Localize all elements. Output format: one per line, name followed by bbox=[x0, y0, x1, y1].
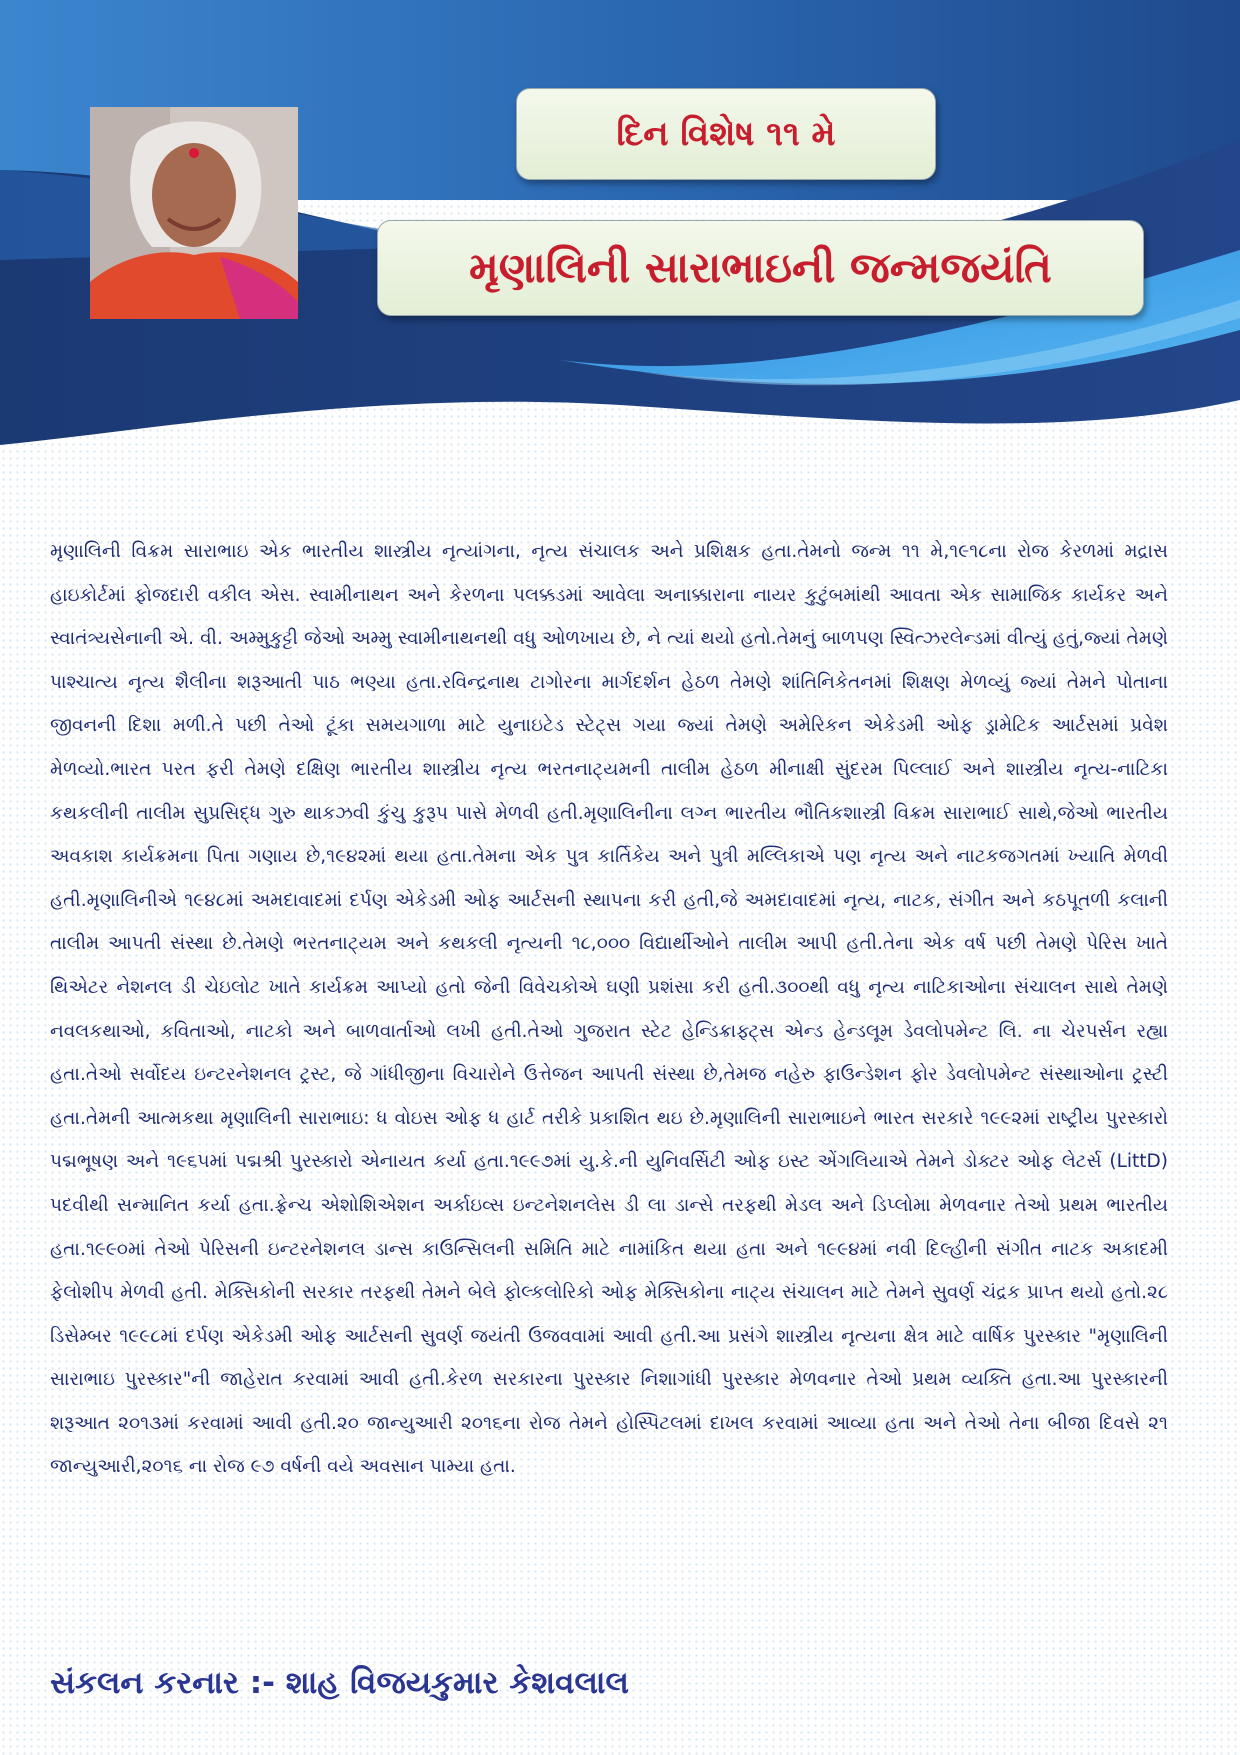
date-label: દિન વિશેષ ૧૧ મે bbox=[616, 114, 836, 154]
compiler-credit: સંકલન કરનાર :- શાહ વિજયકુમાર કેશવલાલ bbox=[50, 1665, 629, 1701]
portrait-icon bbox=[90, 107, 298, 319]
date-label-box bbox=[516, 88, 936, 180]
article-body: મૃણાલિની વિક્રમ સારાભાઇ એક ભારતીય શાસ્ત્રીય નૃત્યાંગના, નૃત્ય સંચાલક અને પ્રશિક્ષક હતા.તેમનો જન્મ ૧૧ મે,૧૯૧૮ના રોજ કેરળમાં મદ્રાસ હાઇકોર્ટમાં ફોજદારી વકીલ એસ. સ્વામીનાથન અને કેરળના પલક્કડમાં આવેલા અનાક્કારાના નાયર કુટુંબમાંથી આવતા એક સામાજિક કાર્યકર અને સ્વાતંત્ર્યસેનાની એ. વી. અમ્મુકુટ્ટી જેઓ અમ્મુ સ્વામીનાથનથી વધુ ઓળખાય છે, ને ત્યાં થયો હતો.તેમનું બાળપણ સ્વિત્ઝરલેન્ડમાં વીત્યું હતું,જ્યાં તેમણે પાશ્ચાત્ય નૃત્ય શૈલીના શરૂઆતી પાઠ ભણ્યા હતા.રવિન્દ્રનાથ ટાગોરના માર્ગદર્શન હેઠળ તેમણે શાંતિનિકેતનમાં શિક્ષણ મેળવ્યું જ્યાં તેમને પોતાના જીવનની દિશા મળી.તે પછી તેઓ ટૂંકા સમયગાળા માટે યુનાઇટેડ સ્ટેટ્સ ગયા જ્યાં તેમણે અમેરિકન એકેડમી ઓફ ડ્રામેટિક આર્ટસમાં પ્રવેશ મેળવ્યો.ભારત પરત ફરી તેમણે દક્ષિણ ભારતીય શાસ્ત્રીય નૃત્ય ભરતનાટ્યમની તાલીમ હેઠળ મીનાક્ષી સુંદરમ પિલ્લાઈ અને શાસ્ત્રીય નૃત્ય-નાટિકા કથકલીની તાલીમ સુપ્રસિદ્ધ ગુરુ થાકઝવી કુંચુ કુરૂપ પાસે મેળવી હતી.મૃણાલિનીના લગ્ન ભારતીય ભૌતિકશાસ્ત્રી વિક્રમ સારાભાઈ સાથે,જેઓ ભારતીય અવકાશ કાર્યક્રમના પિતા ગણાય છે,૧૯૪૨માં થયા હતા.તેમના એક પુત્ર કાર્તિકેય અને પુત્રી મલ્લિકાએ પણ નૃત્ય અને નાટકજગતમાં ખ્યાતિ મેળવી હતી.મૃણાલિનીએ ૧૯૪૮માં અમદાવાદમાં દર્પણ એકેડમી ઓફ આર્ટસની સ્થાપના કરી હતી,જે અમદાવાદમાં નૃત્ય, નાટક, સંગીત અને કઠપૂતળી કલાની તાલીમ આપતી સંસ્થા છે.તેમણે ભરતનાટ્યમ અને કથકલી નૃત્યની ૧૮,૦૦૦ વિદ્યાર્થીઓને તાલીમ આપી હતી.તેના એક વર્ષ પછી તેમણે પેરિસ ખાતે થિએટર નેશનલ ડી ચેઇલોટ ખાતે કાર્યક્રમ આપ્યો હતો જેની વિવેચકોએ ઘણી પ્રશંસા કરી હતી.૩૦૦થી વધુ નૃત્ય નાટિકાઓના સંચાલન સાથે તેમણે નવલકથાઓ, કવિતાઓ, નાટકો અને બાળવાર્તાઓ લખી હતી.તેઓ ગુજરાત સ્ટેટ હેન્ડિક્રાફ્ટ્સ એન્ડ હેન્ડલૂમ ડેવલોપમેન્ટ લિ. ના ચેરપર્સન રહ્યા હતા.તેઓ સર્વોદય ઇન્ટરનેશનલ ટ્રસ્ટ, જે ગાંધીજીના વિચારોને ઉત્તેજન આપતી સંસ્થા છે,તેમજ નહેરુ ફાઉન્ડેશન ફોર ડેવલોપમેન્ટ સંસ્થાઓના ટ્રસ્ટી હતા.તેમની આત્મકથા મૃણાલિની સારાભાઇ: ધ વોઇસ ઓફ ધ હાર્ટ તરીકે પ્રકાશિત થઇ છે.મૃણાલિની સારાભાઇને ભારત સરકારે ૧૯૯૨માં રાષ્ટ્રીય પુરસ્કારો પદ્મભૂષણ અને ૧૯૬૫માં પદ્મશ્રી પુરસ્કારો એનાયત કર્યા હતા.૧૯૯૭માં યુ.કે.ની યુનિવર્સિટી ઓફ ઇસ્ટ એંગલિયાએ તેમને ડોક્ટર ઓફ લેટર્સ (LittD) પદવીથી સન્માનિત કર્યા હતા.ફ્રેન્ચ એશોશિએશન અર્કાઇવ્સ ઇન્ટનેશનલેસ ડી લા ડાન્સે તરફથી મેડલ અને ડિપ્લોમા મેળવનાર તેઓ પ્રથમ ભારતીય હતા.૧૯૯૦માં તેઓ પેરિસની ઇન્ટરનેશનલ ડાન્સ કાઉન્સિલની સમિતિ માટે નામાંકિત થયા હતા અને ૧૯૯૪માં નવી દિલ્હીની સંગીત નાટક અકાદમી ફેલોશીપ મેળવી હતી. મેક્સિકોની સરકાર તરફથી તેમને બેલે ફોલ્કલોરિકો ઓફ મેક્સિકોના નાટ્ય સંચાલન માટે તેમને સુવર્ણ ચંદ્રક પ્રાપ્ત થયો હતો.૨૮ ડિસેમ્બર ૧૯૯૮માં દર્પણ એકેડમી ઓફ આર્ટસની સુવર્ણ જયંતી ઉજવવામાં આવી હતી.આ પ્રસંગે શાસ્ત્રીય નૃત્યના ક્ષેત્ર માટે વાર્ષિક પુરસ્કાર "મૃણાલિની સારાભાઇ પુરસ્કાર"ની જાહેરાત કરવામાં આવી હતી.કેરળ સરકારના પુરસ્કાર નિશાગાંધી પુરસ્કાર મેળવનાર તેઓ પ્રથમ વ્યક્તિ હતા.આ પુરસ્કારની શરૂઆત ૨૦૧૩માં કરવામાં આવી હતી.૨૦ જાન્યુઆરી ૨૦૧૬ના રોજ તેમને હોસ્પિટલમાં દાખલ કરવામાં આવ્યા હતા અને તેઓ તેના બીજા દિવસે ૨૧ જાન્યુઆરી,૨૦૧૬ ના રોજ ૯૭ વર્ષની વયે અવસાન પામ્યા હતા. bbox=[50, 541, 1169, 1478]
title-box bbox=[377, 220, 1144, 316]
portrait-photo bbox=[90, 107, 298, 319]
page-title: મૃણાલિની સારાભાઇની જન્મજયંતિ bbox=[469, 243, 1052, 292]
